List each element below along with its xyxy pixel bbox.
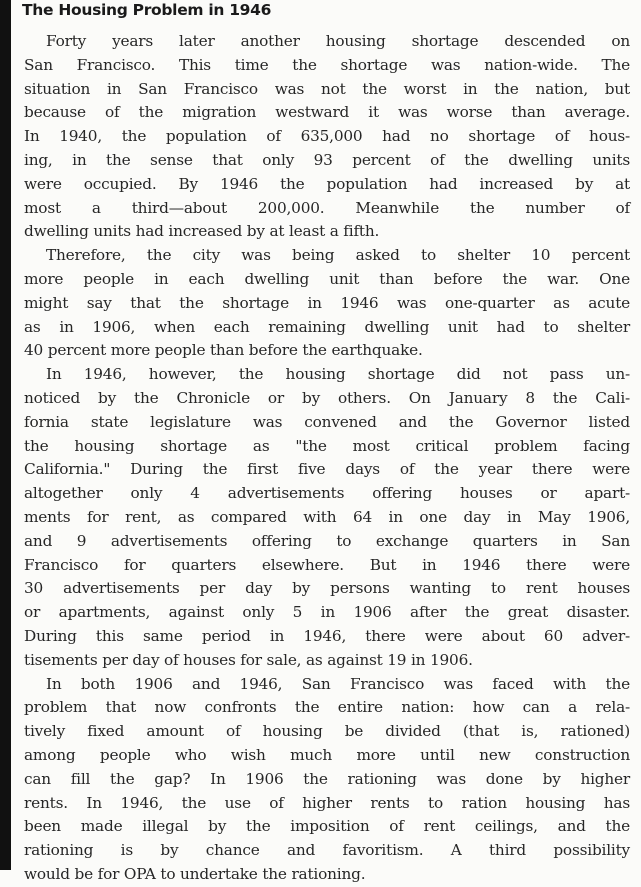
text-line: and 9 advertisements offering to exchange quarters in San xyxy=(24,531,630,550)
text-line: dwelling units had increased by at least a fifth. xyxy=(24,222,380,241)
text-line: because of the migration westward it was worse than average. xyxy=(24,103,630,122)
paragraph xyxy=(24,244,630,363)
text-line: situation in San Francisco was not the worst in the nation, but xyxy=(24,79,630,98)
text-line: During this same period in 1946, there were about 60 adver- xyxy=(24,626,630,645)
text-line: tively fixed amount of housing be divided (that is, rationed) xyxy=(24,722,630,741)
text-line: the housing shortage as "the most critical problem facing xyxy=(24,436,630,455)
paragraph xyxy=(24,30,630,244)
text-line: more people in each dwelling unit than before the war. One xyxy=(24,269,630,288)
text-line: were occupied. By 1946 the population had increased by at xyxy=(24,174,630,193)
text-line: altogether only 4 advertisements offering houses or apart- xyxy=(24,484,630,503)
text-line: fornia state legislature was convened and the Governor listed xyxy=(24,412,630,431)
text-line: problem that now confronts the entire nation: how can a rela- xyxy=(24,698,630,717)
text-line: In 1940, the population of 635,000 had no shortage of hous- xyxy=(24,127,630,146)
text-line: might say that the shortage in 1946 was one-quarter as acute xyxy=(24,293,630,312)
text-line: 40 percent more people than before the earthquake. xyxy=(24,341,423,360)
text-line: Francisco for quarters elsewhere. But in 1946 there were xyxy=(24,555,630,574)
text-line: most a third—about 200,000. Meanwhile the number of xyxy=(24,198,630,217)
text-line: rationing is by chance and favoritism. A third possibility xyxy=(24,841,630,860)
paragraph xyxy=(24,363,630,672)
text-line: tisements per day of houses for sale, as against 19 in 1906. xyxy=(24,650,473,669)
text-line: would be for OPA to undertake the rationing. xyxy=(24,864,366,883)
text-line: ing, in the sense that only 93 percent of the dwelling units xyxy=(24,150,630,169)
text-line: can fill the gap? In 1906 the rationing was done by higher xyxy=(24,769,630,788)
text-line: among people who wish much more until new construction xyxy=(24,745,630,764)
text-line: noticed by the Chronicle or by others. On January 8 the Cali- xyxy=(24,388,630,407)
text-line: been made illegal by the imposition of rent ceilings, and the xyxy=(24,817,630,836)
text-line: Therefore, the city was being asked to shelter 10 percent xyxy=(46,246,630,265)
article-body xyxy=(24,30,630,887)
text-line: as in 1906, when each remaining dwelling unit had to shelter xyxy=(24,317,630,336)
text-line: In both 1906 and 1946, San Francisco was faced with the xyxy=(46,674,630,693)
text-line: San Francisco. This time the shortage was nation-wide. The xyxy=(24,55,630,74)
text-line: Forty years later another housing shortage descended on xyxy=(46,32,630,50)
text-line: ments for rent, as compared with 64 in one day in May 1906, xyxy=(24,507,630,526)
text-line: 30 advertisements per day by persons wanting to rent houses xyxy=(24,579,630,598)
section-heading: The Housing Problem in 1946 xyxy=(22,1,272,19)
text-line: In 1946, however, the housing shortage did not pass un- xyxy=(46,365,630,384)
text-line: rents. In 1946, the use of higher rents to ration housing has xyxy=(24,793,630,812)
text-line: California." During the first five days of the year there were xyxy=(24,460,630,479)
scan-edge xyxy=(0,0,11,870)
text-line: or apartments, against only 5 in 1906 after the great disaster. xyxy=(24,603,630,622)
paragraph xyxy=(24,673,630,887)
